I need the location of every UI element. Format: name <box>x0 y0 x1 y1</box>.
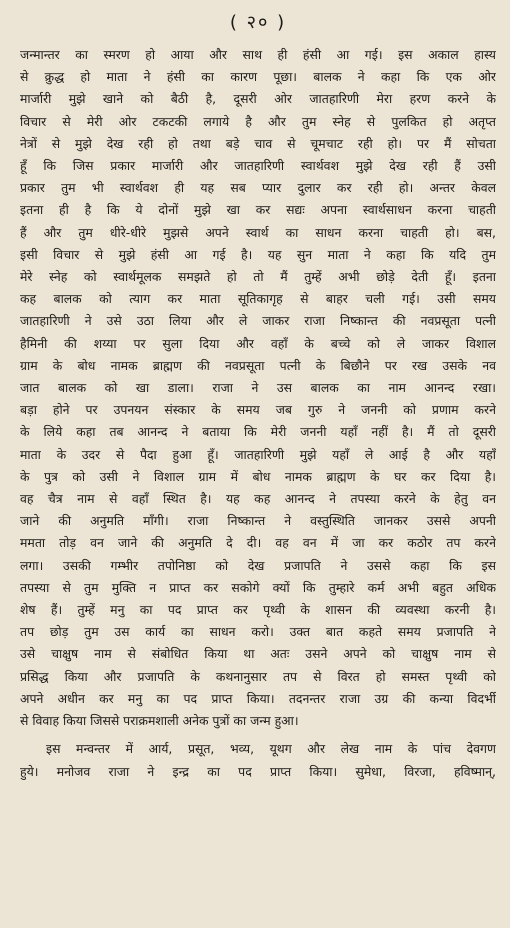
text-line: इतना ही है कि ये दोनों मुझे खा कर सद्यः अपना स्वार्थसाधन करना चाहती <box>20 202 496 218</box>
text-line: कह बालक को त्याग कर माता सूतिकागृह से बाहर चली गई। उसी समय <box>20 291 496 307</box>
text-line: तपस्या से तुम मुक्ति न प्राप्त कर सकोगे क्यों कि तुम्हारे कर्म अभी बहुत अधिक <box>20 579 496 595</box>
text-line: जन्मान्तर का स्मरण हो आया और साथ ही हंसी आ गई। इस अकाल हास्य <box>20 47 496 62</box>
text-line: जातहारिणी ने उसे उठा लिया और ले जाकर राजा निष्कान्त की नवप्रसूता पत्नी <box>20 313 496 329</box>
text-line: तप छोड़ तुम उस कार्य का साधन करो। उक्त बात कहते समय प्रजापति ने <box>20 624 496 640</box>
text-line: ग्राम के बोध नामक ब्राह्मण की नवप्रसूता पत्नी के बिछौने पर रख उसके नव <box>20 357 496 373</box>
text-line: लगा। उसकी गम्भीर तपोनिष्ठा को देख प्रजापति ने उससे कहा कि इस <box>20 557 496 573</box>
text-line: ममता तोड़ वन जाने की अनुमति दे दी। वह वन में जा कर कठोर तप करने <box>20 535 496 551</box>
text-line: बड़ा होने पर उपनयन संस्कार के समय जब गुरु ने जननी को प्रणाम करने <box>20 402 496 418</box>
text-line: इसी विचार से मुझे हंसी आ गई है। यह सुन माता ने कहा कि यदि तुम <box>20 246 496 262</box>
text-line: के लिये कहा तब आनन्द ने बताया कि मेरी जननी यहाँ नहीं है। मैं तो दूसरी <box>20 424 496 440</box>
page-number: ( २० ) <box>229 12 287 33</box>
text-line: मेरे स्नेह को स्वार्थमूलक समझते हो तो मैं तुम्हें अभी छोड़े देती हूँ। इतना <box>20 269 496 285</box>
text-line: वह चैत्र नाम से वहाँ स्थित है। यह कह आनन्द ने तपस्या करने के हेतु वन <box>20 491 496 507</box>
text-line: प्रसिद्ध किया और प्रजापति के कथनानुसार तप से विरत हो समस्त पृथ्वी को <box>20 668 496 684</box>
text-line: शेष हैं। तुम्हें मनु का पद प्राप्त कर पृथ्वी के शासन की व्यवस्था करनी है। <box>20 602 496 618</box>
text-line: माता के उदर से पैदा हुआ हूँ। जातहारिणी मुझे यहाँ ले आई है और यहाँ <box>20 446 496 462</box>
paragraph-1 <box>20 44 496 732</box>
text-line: हुये। मनोजव राजा ने इन्द्र का पद प्राप्त किया। सुमेधा, विरजा, हविष्मान्, <box>20 763 496 779</box>
paragraph-2 <box>20 738 496 782</box>
text-line: हूँ कि जिस प्रकार मार्जारी और जातहारिणी स्वार्थवश मुझे देख रही हैं उसी <box>20 158 496 174</box>
text-line: के पुत्र को उसी ने विशाल ग्राम में बोध नामक ब्राह्मण के घर कर दिया है। <box>20 468 496 484</box>
text-line: जात बालक को खा डाला। राजा ने उस बालक का नाम आनन्द रखा। <box>20 380 496 396</box>
text-line: उसे चाक्षुष नाम से संबोधित किया था अतः उसने अपने को चाक्षुष नाम से <box>20 646 496 662</box>
text-line: इस मन्वन्तर में आर्य, प्रसूत, भव्य, यूथग और लेख नाम के पांच देवगण <box>46 741 496 757</box>
text-line: से विवाह किया जिससे पराक्रमशाली अनेक पुत्रों का जन्म हुआ। <box>20 713 299 729</box>
text-line: नेत्रों से मुझे देख रही हो तथा बड़े चाव से चूमचाट रही हो। पर मैं सोचता <box>20 135 496 151</box>
text-line: मार्जारी मुझे खाने को बैठी है, दूसरी ओर जातहारिणी मेरा हरण करने के <box>20 91 496 107</box>
text-line: से क्रुद्ध हो माता ने हंसी का कारण पूछा। बालक ने कहा कि एक ओर <box>20 69 496 85</box>
text-line: हैमिनी की शय्या पर सुला दिया और वहाँ के बच्चे को ले जाकर विशाल <box>20 335 496 351</box>
text-line: प्रकार तुम भी स्वार्थवश ही यह सब प्यार दुलार कर रही हो। अन्तर केवल <box>20 180 496 196</box>
text-line: जाने की अनुमति माँगी। राजा निष्कान्त ने वस्तुस्थिति जानकर उससे अपनी <box>20 513 496 529</box>
text-line: हैं और तुम धीरे-धीरे मुझसे अपने स्वार्थ का साधन करना चाहती हो। बस, <box>20 224 496 240</box>
page-body <box>20 44 496 783</box>
text-line: अपने अधीन कर मनु का पद प्राप्त किया। तदनन्तर राजा उग्र की कन्या विदर्भी <box>20 690 496 706</box>
text-line: विचार से मेरी ओर टकटकी लगाये है और तुम स्नेह से पुलकित हो अतृप्त <box>20 113 496 129</box>
